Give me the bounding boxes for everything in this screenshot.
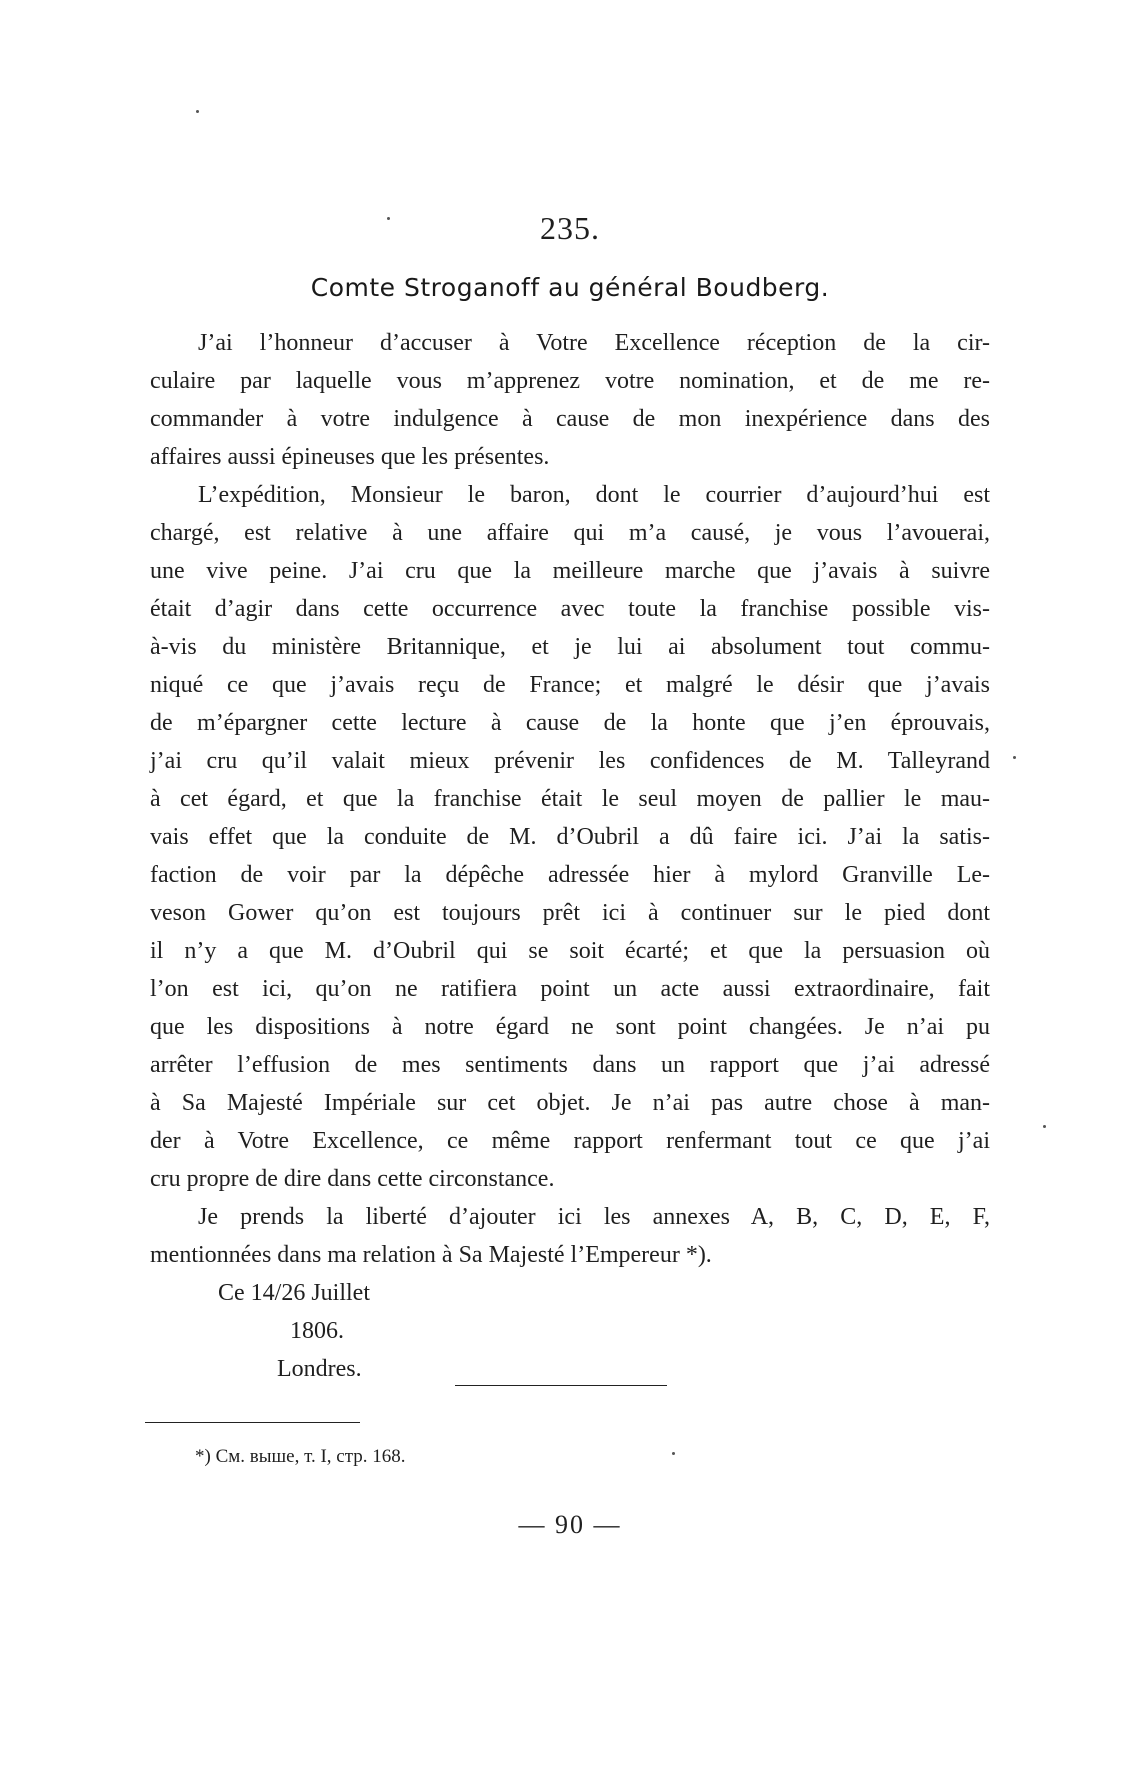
scan-speck [1043,1125,1046,1128]
text-line: chargé, est relative à une affaire qui m’a causé, je vous l’avouerai, [150,520,990,546]
signature-date: Ce 14/26 Juillet [218,1280,370,1306]
text-line: à Sa Majesté Impériale sur cet objet. Je n’ai pas autre chose à man- [150,1090,990,1116]
scan-speck [196,110,199,113]
footnote: *) См. выше, т. I, стр. 168. [195,1446,406,1467]
text-line: l’on est ici, qu’on ne ratifiera point un acte aussi extraordinaire, fait [150,976,990,1002]
text-line: à cet égard, et que la franchise était le seul moyen de pallier le mau- [150,786,990,812]
document-number: 235. [540,210,600,246]
text-line: niqué ce que j’avais reçu de France; et malgré le désir que j’avais [150,672,990,698]
text-line: faction de voir par la dépêche adressée hier à mylord Granville Le- [150,862,990,888]
signature-place: Londres. [277,1356,362,1382]
text-line: veson Gower qu’on est toujours prêt ici à continuer sur le pied dont [150,900,990,926]
signature-year: 1806. [290,1318,344,1344]
text-line: Je prends la liberté d’ajouter ici les annexes A, B, C, D, E, F, [198,1204,990,1230]
text-line: arrêter l’effusion de mes sentiments dans un rapport que j’ai adressé [150,1052,990,1078]
text-line: une vive peine. J’ai cru que la meilleure marche que j’avais à suivre [150,558,990,584]
page-number: — 90 — [518,1510,622,1539]
text-line: J’ai l’honneur d’accuser à Votre Excellence réception de la cir- [198,330,990,356]
text-line: vais effet que la conduite de M. d’Oubril a dû faire ici. J’ai la satis- [150,824,990,850]
scan-speck [1013,756,1016,759]
text-line: que les dispositions à notre égard ne sont point changées. Je n’ai pu [150,1014,990,1040]
text-line: der à Votre Excellence, ce même rapport renfermant tout ce que j’ai [150,1128,990,1154]
closing-rule [455,1385,667,1386]
text-line: était d’agir dans cette occurrence avec toute la franchise possible vis- [150,596,990,622]
scan-speck [672,1452,675,1455]
text-line: à-vis du ministère Britannique, et je lui ai absolument tout commu- [150,634,990,660]
text-line: affaires aussi épineuses que les présentes. [150,444,550,470]
text-line: L’expédition, Monsieur le baron, dont le courrier d’aujourd’hui est [198,482,990,508]
text-line: commander à votre indulgence à cause de mon inexpérience dans des [150,406,990,432]
text-line: il n’y a que M. d’Oubril qui se soit écarté; et que la persuasion où [150,938,990,964]
document-title: Comte Stroganoff au général Boudberg. [310,273,830,302]
text-line: de m’épargner cette lecture à cause de la honte que j’en éprouvais, [150,710,990,736]
text-line: cru propre de dire dans cette circonstance. [150,1166,555,1192]
scan-speck [387,217,390,220]
text-line: culaire par laquelle vous m’apprenez votre nomination, et de me re- [150,368,990,394]
text-line: mentionnées dans ma relation à Sa Majesté l’Empereur *). [150,1242,712,1268]
text-line: j’ai cru qu’il valait mieux prévenir les confidences de M. Talleyrand [150,748,990,774]
footnote-rule [145,1422,360,1423]
